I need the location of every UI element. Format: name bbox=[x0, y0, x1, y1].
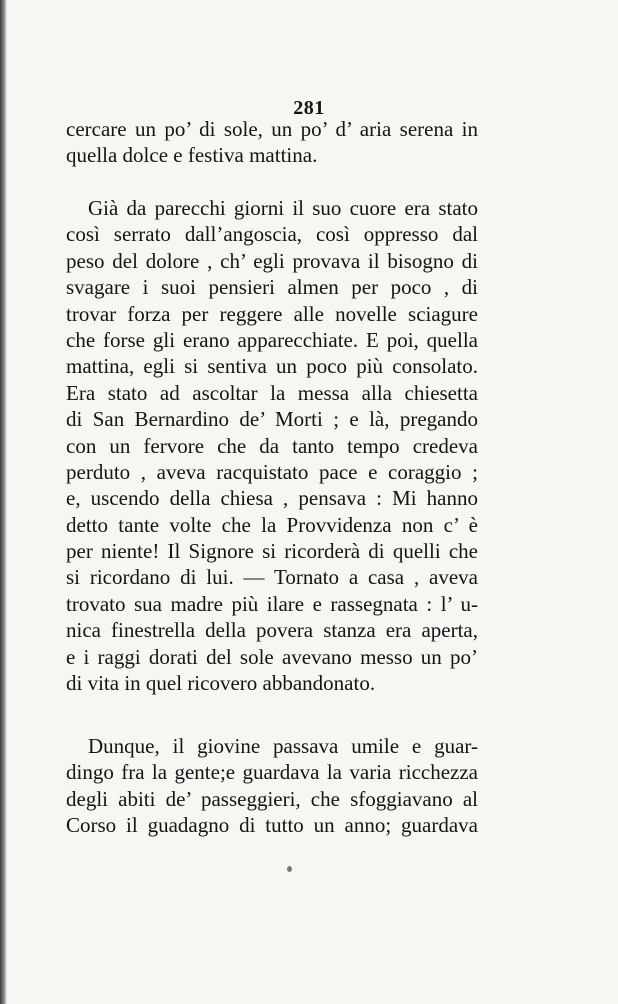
text-line: Già da parecchi giorni il suo cuore era stato bbox=[88, 196, 478, 220]
text-line: peso del dolore , ch’ egli provava il bisogno di bbox=[66, 248, 478, 273]
text-line: nica finestrella della povera stanza era aperta, bbox=[66, 618, 478, 643]
ink-speck bbox=[287, 866, 292, 872]
paragraph-1 bbox=[66, 116, 478, 169]
text-line: trovato sua madre più ilare e rassegnata : l’ u- bbox=[66, 591, 478, 616]
text-line: Era stato ad ascoltar la messa alla chiesetta bbox=[66, 380, 478, 405]
text-line: così serrato dall’angoscia, così oppresso dal bbox=[66, 222, 478, 247]
book-spine-edge bbox=[0, 0, 7, 1004]
text-line: mattina, egli si sentiva un poco più consolato. bbox=[66, 354, 478, 379]
paragraph-2 bbox=[66, 195, 478, 696]
text-line: di San Bernardino de’ Morti ; e là, pregando bbox=[66, 407, 478, 432]
text-line: degli abiti de’ passeggieri, che sfoggiavano al bbox=[66, 786, 478, 811]
text-line: per niente! Il Signore si ricorderà di quelli che bbox=[66, 539, 478, 564]
text-line: detto tante volte che la Provvidenza non c’ è bbox=[66, 512, 478, 537]
page-number: 281 bbox=[293, 97, 325, 119]
text-line: si ricordano di lui. — Tornato a casa , aveva bbox=[66, 565, 478, 590]
text-line: quella dolce e festiva mattina. bbox=[66, 143, 318, 168]
text-line: di vita in quel ricovero abbandonato. bbox=[66, 671, 376, 696]
text-line: cercare un po’ di sole, un po’ d’ aria serena in bbox=[66, 117, 478, 141]
text-line: trovar forza per reggere alle novelle sciagure bbox=[66, 301, 478, 326]
text-line: con un fervore che da tanto tempo credeva bbox=[66, 433, 478, 458]
paragraph-3 bbox=[66, 733, 478, 839]
text-line: Dunque, il giovine passava umile e guar- bbox=[88, 734, 478, 758]
text-line: svagare i suoi pensieri almen per poco , di bbox=[66, 275, 478, 300]
text-line: dingo fra la gente;e guardava la varia ricchezza bbox=[66, 760, 478, 785]
text-line: e i raggi dorati del sole avevano messo un po’ bbox=[66, 644, 478, 669]
text-line: perduto , aveva racquistato pace e coraggio ; bbox=[66, 459, 478, 484]
text-line: e, uscendo della chiesa , pensava : Mi hanno bbox=[66, 486, 478, 511]
text-line: Corso il guadagno di tutto un anno; guardava bbox=[66, 813, 478, 838]
text-line: che forse gli erano apparecchiate. E poi, quella bbox=[66, 327, 478, 352]
